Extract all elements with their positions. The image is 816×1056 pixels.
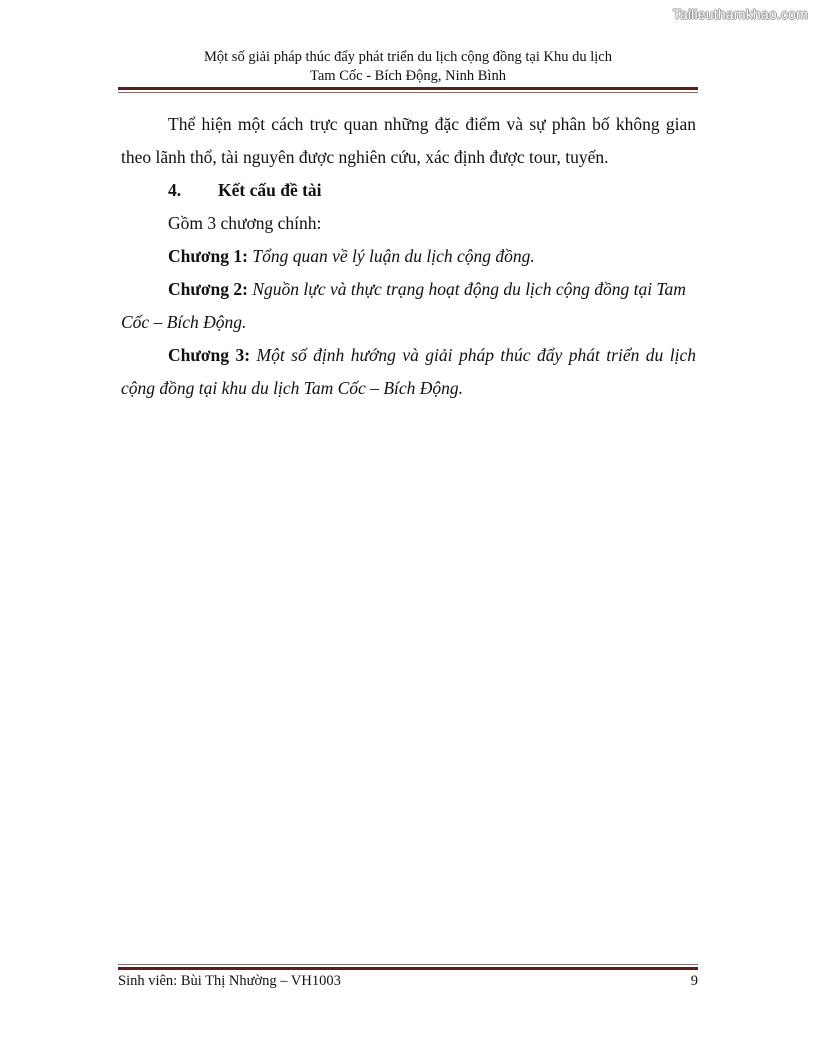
header-title-line-1: Một số giải pháp thúc đẩy phát triển du lịch cộng đồng tại Khu du lịch bbox=[204, 49, 612, 65]
watermark: Tailieuthamkhao.com bbox=[672, 6, 808, 22]
chapter-2 bbox=[121, 273, 696, 339]
page-footer bbox=[118, 972, 698, 991]
section-heading bbox=[121, 174, 696, 207]
section-number: 4. bbox=[168, 180, 182, 200]
chapter-title: Tổng quan về lý luận du lịch cộng đồng. bbox=[252, 246, 535, 266]
chapter-1 bbox=[121, 240, 696, 273]
footer-divider bbox=[118, 964, 698, 970]
header-title-line-2: Tam Cốc - Bích Động, Ninh Bình bbox=[310, 68, 506, 84]
header-divider bbox=[118, 87, 698, 93]
chapter-label: Chương 2: bbox=[168, 279, 248, 299]
chapter-label: Chương 1: bbox=[168, 246, 248, 266]
chapters-intro: Gồm 3 chương chính: bbox=[168, 213, 322, 233]
page-number: 9 bbox=[690, 973, 698, 989]
paragraph: Thể hiện một cách trực quan những đặc điểm và sự phân bố không gian theo lãnh thổ, tài nguyên được nghiên cứu, xác định được tour, tuyến. bbox=[121, 114, 696, 167]
page-header bbox=[118, 48, 698, 86]
footer-student: Sinh viên: Bùi Thị Nhường – VH1003 bbox=[118, 973, 341, 989]
document-body bbox=[121, 108, 696, 405]
chapter-title: Một số định hướng và giải pháp thúc đẩy phát triển du lịch cộng đồng tại khu du lịch Tam Cốc – Bích Động. bbox=[121, 345, 696, 398]
section-title: Kết cấu đề tài bbox=[218, 180, 322, 200]
chapter-label: Chương 3: bbox=[168, 345, 251, 365]
chapter-3 bbox=[121, 339, 696, 405]
chapter-title: Nguồn lực và thực trạng hoạt động du lịch cộng đồng tại Tam Cốc – Bích Động. bbox=[121, 279, 686, 332]
